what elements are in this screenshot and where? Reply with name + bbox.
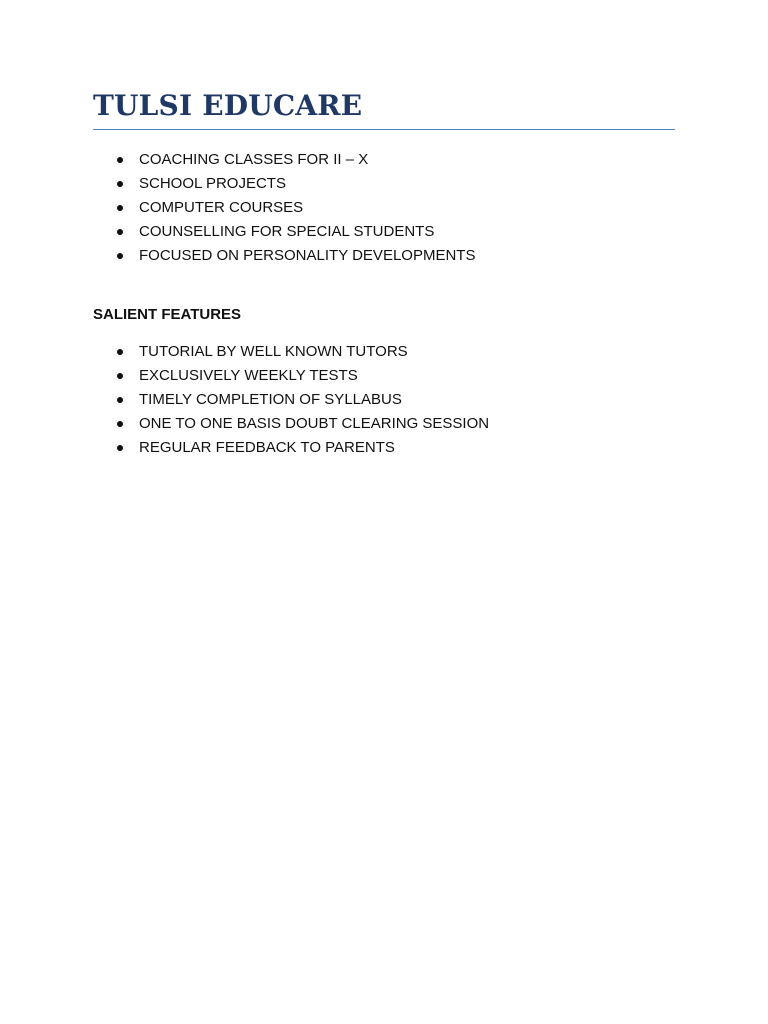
list-item xyxy=(93,196,475,220)
list-item-text: ONE TO ONE BASIS DOUBT CLEARING SESSION xyxy=(139,415,490,432)
list-item-text: TUTORIAL BY WELL KNOWN TUTORS xyxy=(139,343,408,360)
bullet-icon xyxy=(117,373,123,379)
list-item-text: REGULAR FEEDBACK TO PARENTS xyxy=(139,439,395,456)
bullet-icon xyxy=(117,181,123,187)
list-item-text: SCHOOL PROJECTS xyxy=(139,175,286,192)
title-underline xyxy=(93,129,675,130)
list-item-text: EXCLUSIVELY WEEKLY TESTS xyxy=(139,367,358,384)
list-item xyxy=(93,388,489,412)
features-list xyxy=(93,340,489,460)
list-item xyxy=(93,364,489,388)
list-item xyxy=(93,244,475,268)
bullet-icon xyxy=(117,229,123,235)
list-item-text: COACHING CLASSES FOR II – X xyxy=(139,151,369,168)
bullet-icon xyxy=(117,397,123,403)
bullet-icon xyxy=(117,421,123,427)
list-item xyxy=(93,148,475,172)
list-item xyxy=(93,412,489,436)
list-item-text: TIMELY COMPLETION OF SYLLABUS xyxy=(139,391,402,408)
services-list xyxy=(93,148,475,268)
list-item xyxy=(93,340,489,364)
document-title: TULSI EDUCARE xyxy=(93,89,363,122)
list-item xyxy=(93,436,489,460)
bullet-icon xyxy=(117,349,123,355)
list-item xyxy=(93,172,475,196)
list-item-text: COUNSELLING FOR SPECIAL STUDENTS xyxy=(139,223,435,240)
section-heading-salient-features: SALIENT FEATURES xyxy=(93,306,242,323)
list-item xyxy=(93,220,475,244)
bullet-icon xyxy=(117,205,123,211)
bullet-icon xyxy=(117,253,123,259)
bullet-icon xyxy=(117,445,123,451)
list-item-text: COMPUTER COURSES xyxy=(139,199,304,216)
list-item-text: FOCUSED ON PERSONALITY DEVELOPMENTS xyxy=(139,247,476,264)
bullet-icon xyxy=(117,157,123,163)
